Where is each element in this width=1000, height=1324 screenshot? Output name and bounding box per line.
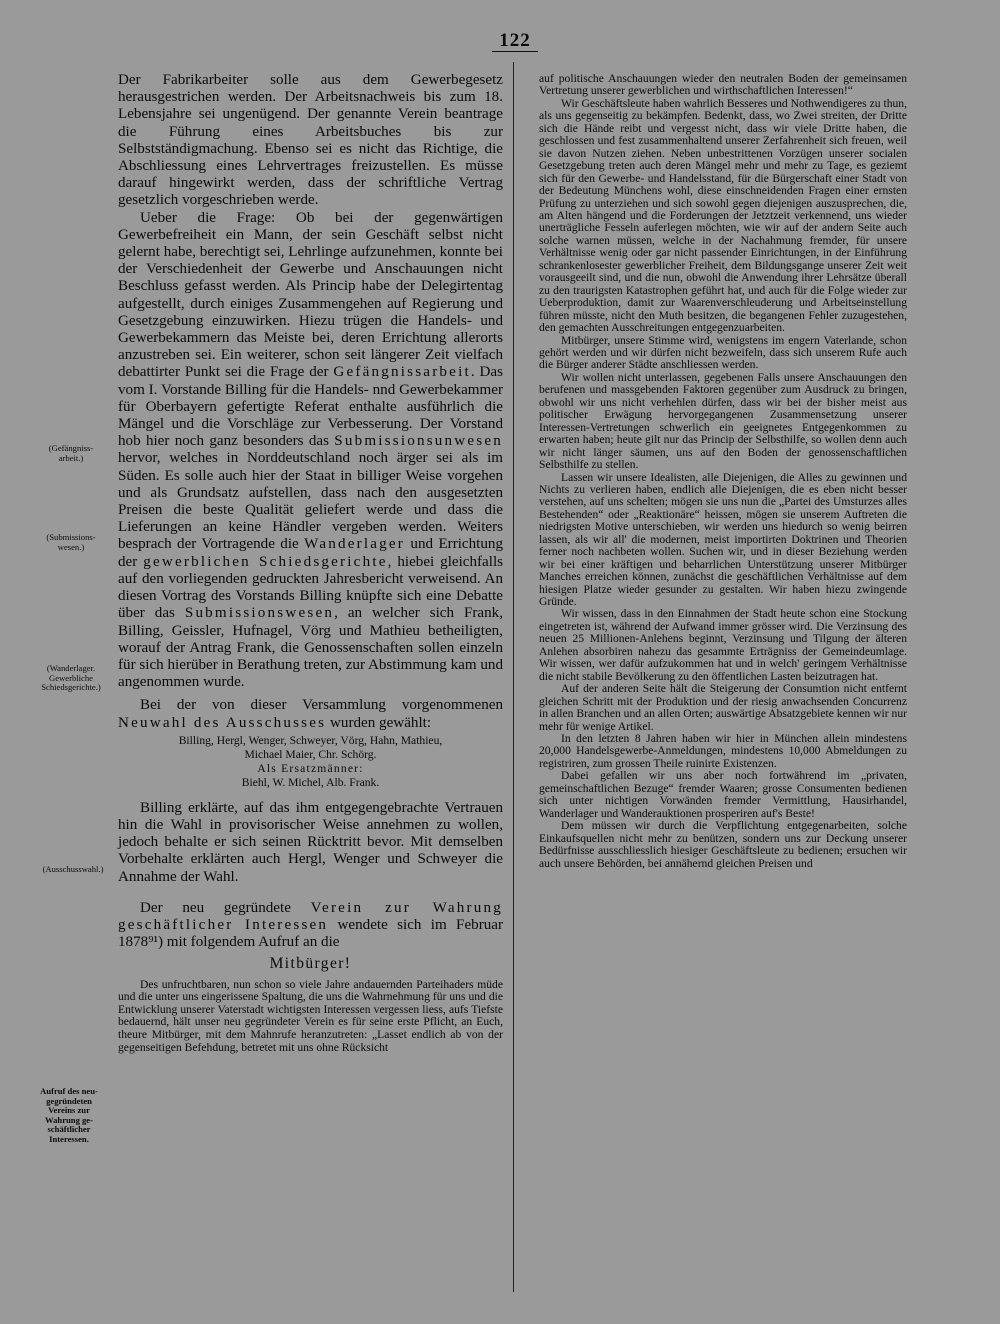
paragraph-text: . Das vom I. Vorstande Billing für die Handels- nnd Gewerbekammer für Oberbayern gefertigte Referat enthalte ausführlich die Mängel und die Vorschläge zur Verbesserung. Der Vorstand hob hier noch ganz besonders das: [118, 364, 503, 450]
paragraph-right-2: Wir Geschäftsleute haben wahrlich Besseres und Nothwendigeres zu thun, als uns gegenseitig zu bekämpfen. Bedenkt, dass, wo Zwei streiten, der Dritte sich die Hände reibt und vergesst nicht, dass wir viele Dritte haben, die geschlossen und fest zusammenhaltend unserer Zerfahrenheit sich freuen, weil sie davon Nutzen ziehen. Neben unbestrittenen Vorzügen unserer socialen Gesetzgebung treten auch deren Mängel mehr und mehr zu Tage, es geziemt sich für den Gewerbe- und Handelsstand, für die Bürgerschaft einer Stadt von der Bedeutung Münchens wohl, diese einschneidenden Fragen einer ernsten Prüfung zu unterziehen und sich sowohl gegen diejenigen auszusprechen, die, am Alten hängend und die Forderungen der Jetztzeit verkennend, uns wieder unerträgliche Fesseln auferlegen möchten, wie wir auf der andern Seite auch solche warnen müssen, welche in der Nachahmung fremder, für unsere Verhältnisse wenig oder gar nicht passender Einrichtungen, in der Einführung schrankenlosester gewerblicher Freiheit, dem Bildungsgange unserer Zeit weit vorausgeeilt sind, und die nun, obwohl die Anwendung ihrer Lehrsätze überall zu den traurigsten Katastrophen geführt hat, und auch für die Folge wieder zur Ueberproduktion, damit zur Waarenverschleuderung und Arbeitseinstellung führen müsste, nicht den Muth besitzen, die begangenen Fehler zuzugestehen, den gemachten Ausschreitungen entgegenzuarbeiten.: [539, 96, 907, 335]
spaced-term-neuwahl: Neuwahl des Ausschusses: [118, 714, 327, 731]
spaced-term-submissionsunwesen: Submissionsunwesen: [334, 433, 503, 450]
paragraph-right-6: Wir wissen, dass in den Einnahmen der Stadt heute schon eine Stockung eingetreten ist, während der Aufwand immer grösser wird. Die Verzinsung des neuen 25 Millionen-Anlehens beginnt, Verzinsung und Tilgung der älteren Anlehen absorbiren nahezu das gesammte Erträgniss der Gemeindeumlage. Wir wissen, wer dafür aufzukommen hat und in welch' geringem Verhältnisse die nicht stabile Bevölkerung zu den öffentlichen Lasten beizutragen hat.: [539, 607, 907, 683]
column-divider: [513, 62, 514, 1292]
paragraph-fabrikarbeiter: Der Fabrikarbeiter solle aus dem Gewerbegesetz herausgestrichen werden. Der Arbeitsnachweis bis zum 18. Lebensjahre sei ungenügend. Der genannte Verein beantrage die Führung eines Arbeitsbuches bis zur Selbstständigmachung. Ebenso sei es nicht das Richtige, die Abschliessung eines Lehrvertrages freizustellen. Es müsse darauf hingewirkt werden, dass der schriftliche Vertrag gesetzlich vorgeschrieben werde.: [118, 72, 503, 209]
paragraph-text: hervor, welches in Norddeutschland noch ärger sei als im Süden. Es solle auch hier der Staat in billiger Weise vorgehen und als Grundsatz aufstellen, dass nach den ausgesetzten Preisen die beste Qualität geliefert werde und dass die Lieferungen an keine Händler vergeben werden. Weiters besprach der Vortragende die: [118, 450, 503, 553]
ersatzmaenner-list: Biehl, W. Michel, Alb. Frank.: [241, 775, 380, 789]
spaced-term-gefaengnisarbeit: Gefängnissarbeit: [333, 364, 471, 381]
paragraph-billing-erklaerte: Billing erklärte, auf das ihm entgegengebrachte Vertrauen hin die Wahl in provisorischer Weise annehmen zu wollen, jedoch behalte er sich seinen Rücktritt bevor. Mit demselben Vorbehalte erklärten auch Hergl, Wenger und Schweyer die Annahme der Wahl.: [118, 799, 503, 885]
margin-note-submissionswesen: (Submissions- wesen.): [46, 532, 96, 552]
paragraph-text: , an welcher sich Frank, Billing, Geissler, Hufnagel, Vörg und Mathieu betheiligten, worauf der Antrag Frank, die Genossenschaften sollen einzeln für sich hierüber in Berathung treten, zur Abstimmung kam und angenommen wurde.: [118, 605, 503, 691]
paragraph-text: Bei der von dieser Versammlung vorgenommenen: [140, 697, 503, 714]
margin-note-gefaengnisarbeit: (Gefängniss- arbeit.): [48, 443, 94, 463]
paragraph-text: und Errichtung der: [118, 536, 503, 570]
paragraph-right-5: Lassen wir unsere Idealisten, alle Diejenigen, die Alles zu gewinnen und Nichts zu verlieren haben, endlich alle Diejenigen, die es eben nicht besser verstehen, auf uns schelten; mögen sie uns nun die „Partei des Umsturzes alles Bestehenden“ oder „Reaktionäre“ heissen, mögen sie unserem Auftreten die niedrigsten Motive unterschieben, wir werden uns hiedurch so wenig beirren lassen, als wir all' die modernen, meist importirten Doktrinen und Theorien ferner noch nachbeten wollen. Suchen wir, und in dieser Beziehung werden wir bei einer kräftigen und beharrlichen Unterstützung unserer Mitbürger Manches erreichen können, zunächst die geschäftlichen Verhältnisse auf dem hiesigen Platze wieder gesunder zu gestalten. Wir haben hiezu zwingende Gründe.: [539, 470, 907, 609]
elected-members-list: Billing, Hergl, Wenger, Schweyer, Vörg, Hahn, Mathieu, Michael Maier, Chr. Schörg.: [178, 733, 443, 761]
paragraph-right-1: auf politische Anschauungen wieder den neutralen Boden der gemeinsamen Vertretung unserer gewerblichen und wirthschaftlichen Interessen!“: [539, 72, 907, 98]
paragraph-text: Der neu gegründete: [140, 899, 311, 916]
paragraph-right-7: Auf der anderen Seite hält die Steigerung der Consumtion nicht entfernt gleichen Schritt mit der Produktion und der riesig anwachsenden Concurrenz in allen Branchen und an allen Orten; auswärtige Absatzgebiete kennen wir nur mehr für wenige Artikel.: [539, 682, 907, 733]
ersatzmaenner-label: Als Ersatzmänner:: [257, 761, 364, 775]
paragraph-right-9: Dabei gefallen wir uns aber noch fortwährend im „privaten, gemeinschaftlichen Bezuge“ fremder Waaren; grosse Consumenten bedienen sich unter nichtigen Vorwänden fremder Vermittlung, Hausirhandel, Wanderlager und Wanderauktionen prosperiren auf's Beste!: [539, 769, 907, 820]
paragraph-right-10: Dem müssen wir durch die Verpflichtung entgegenarbeiten, solche Einkaufsquellen nicht mehr zu benützen, sondern uns zur Deckung unserer Bedürfnisse ausschliesslich hiesiger Geschäftsleute zu bedienen; ersuchen wir auch unsere Behörden, bei annähernd gleichen Preisen und: [539, 819, 907, 870]
spaced-term-schiedsgerichte: gewerblichen Schiedsgerichte: [143, 553, 388, 570]
spaced-term-verein: Verein zur Wahrung geschäftlicher Interessen: [118, 899, 503, 933]
page-number: 122: [499, 30, 531, 51]
spaced-term-submissionswesen: Submissionswesen: [184, 605, 335, 622]
margin-note-wanderlager: (Wanderlager. Gewerbliche Schiedsgerichte.): [41, 663, 101, 693]
paragraph-right-3: Mitbürger, unsere Stimme wird, wenigstens im engern Vaterlande, schon gehört werden und wir dürfen nicht bezweifeln, dass sich unserem Rufe auch die Bürger anderer Städte anschliessen werden.: [539, 333, 907, 372]
spaced-term-wanderlager: Wanderlager: [304, 536, 406, 553]
appeal-heading: Mitbürger!: [269, 955, 352, 973]
paragraph-text: wurden gewählt:: [326, 714, 432, 731]
paragraph-text: wendete sich im Februar 1878⁹¹) mit folgendem Aufruf an die: [118, 916, 503, 951]
margin-note-ausschusswahl: (Ausschusswahl.): [42, 864, 104, 874]
margin-note-aufruf: Aufruf des neu- gegründeten Vereins zur Wahrung ge- schäftlicher Interessen.: [40, 1086, 98, 1144]
left-column: [118, 72, 503, 1054]
paragraph-neuwahl: [118, 697, 503, 731]
right-column: [539, 73, 907, 870]
paragraph-aufruf-text: Des unfruchtbaren, nun schon so viele Jahre andauernden Parteihaders müde und die unter uns eingerissene Spaltung, die uns die Wahrnehmung für uns und die Entwicklung unserer Vaterstadt wichtigsten Interessen vergessen liess, aufs Tiefste bedauernd, hält unser neu gegründeter Verein es für seine erste Pflicht, an Euch, theure Mitbürger, mit dem Mahnrufe heranzutreten: „Lasset endlich ab von der gegenseitigen Befehdung, betretet mit uns ohne Rücksicht: [118, 977, 503, 1054]
paragraph-right-4: Wir wollen nicht unterlassen, gegebenen Falls unsere Anschauungen den berufenen und massgebenden Faktoren gegenüber zum Ausdruck zu bringen, obwohl wir uns nicht verhehlen dürfen, dass wir bei der bisher meist aus politischer Erwägung hervorgegangenen Zusammensetzung unserer Interessen-Vertretungen schwerlich ein geeignetes Entgegenkommen zu erwarten haben; heute gilt nur das Princip der Selbsthilfe, so wollen denn auch wir nicht länger säumen, uns auf den Boden der genossenschaftlichen Selbsthilfe zu stellen.: [539, 370, 907, 472]
page-number-underline: [492, 51, 538, 52]
paragraph-text: Ueber die Frage: Ob bei der gegenwärtigen Gewerbefreiheit ein Mann, der sein Geschäft selbst nicht gelernt habe, berechtigt sei, Lehrlinge aufzunehmen, konnte bei der Verschiedenheit der Gewerbe und Anschauungen nicht Beschluss gefasst werden. Als Princip habe der Delegirtentag aufgestellt, durch einiges Zusammengehen auf Regierung und Gesetzgebung einzuwirken. Hiezu trügen die Handels- und Gewerbekammern das Meiste bei, deren Errichtung allerorts anzustreben sei. Ein weiterer, schon seit längerer Zeit vielfach debattirter Punkt sei die Frage der: [118, 209, 503, 381]
paragraph-right-8: In den letzten 8 Jahren haben wir hier in München allein mindestens 20,000 Handelsgewerbe-Anmeldungen, mindestens 10,000 Abmeldungen zu registriren, zum grossen Theile ruinirte Existenzen.: [539, 732, 907, 770]
paragraph-gewerbefreiheit: [118, 210, 503, 692]
paragraph-text: , hiebei gleichfalls auf den vorliegenden gedruckten Jahresbericht verweisend. An diesen Vortrag des Vorstands Billing knüpfte sich eine Debatte über das: [118, 553, 504, 622]
paragraph-verein-gegruendet: [118, 900, 503, 952]
